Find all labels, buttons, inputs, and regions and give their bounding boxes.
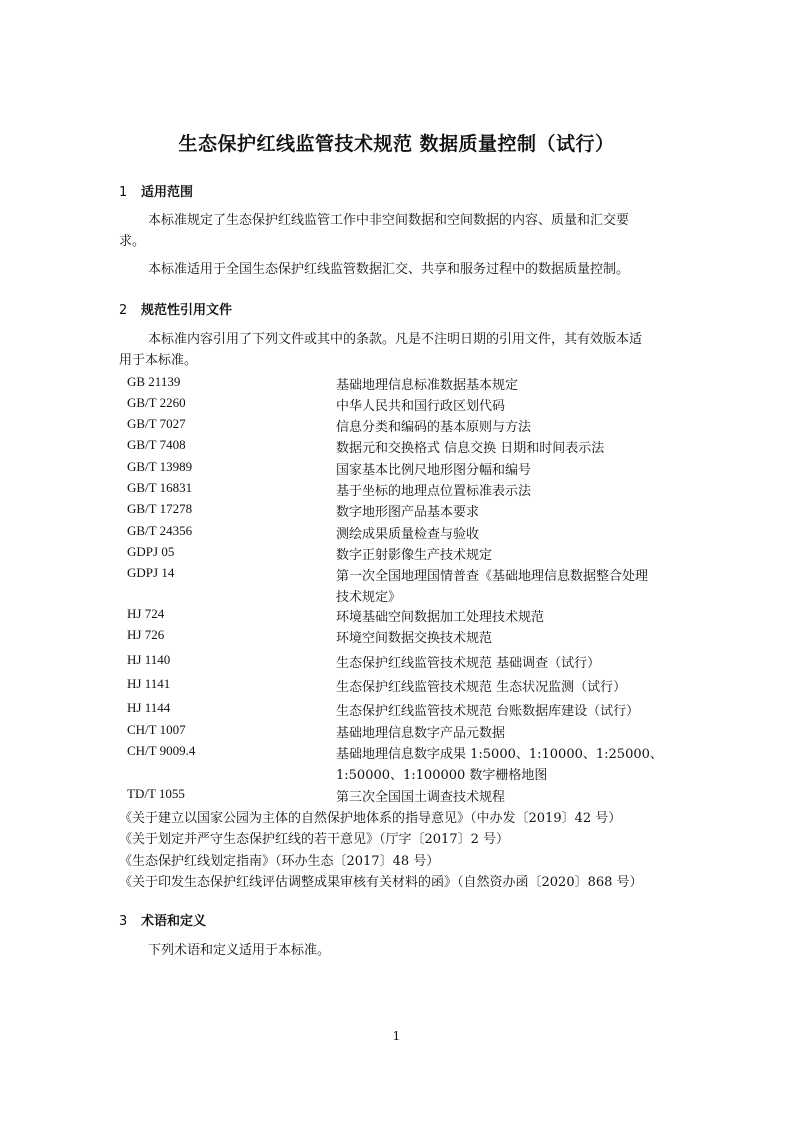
standard-title: 第三次全国国土调查技术规程 <box>336 790 506 805</box>
standard-code: HJ 724 <box>127 606 165 621</box>
standard-code: GDPJ 05 <box>127 544 175 559</box>
standard-code: HJ 726 <box>127 627 165 642</box>
policy-document: 《关于建立以国家公园为主体的自然保护地体系的指导意见》（中办发〔2019〕42 号） <box>119 811 622 826</box>
terms-intro: 下列术语和定义适用于本标准。 <box>148 943 331 958</box>
standard-title: 基础地理信息数字成果 1:5000、1:10000、1:25000、 <box>336 747 663 762</box>
standard-code: GB 21139 <box>127 374 181 389</box>
standard-title: 国家基本比例尺地形图分幅和编号 <box>336 463 532 478</box>
standard-code: TD/T 1055 <box>127 786 185 801</box>
section-1-heading <box>119 181 193 200</box>
standard-title: 测绘成果质量检查与验收 <box>336 527 480 542</box>
standard-title: 数据元和交换格式 信息交换 日期和时间表示法 <box>336 441 605 456</box>
standard-title: 生态保护红线监管技术规范 台账数据库建设（试行） <box>336 704 640 719</box>
standard-code: CH/T 1007 <box>127 722 186 737</box>
standard-title: 数字地形图产品基本要求 <box>336 505 480 520</box>
standard-code: GB/T 16831 <box>127 480 193 495</box>
standard-code: CH/T 9009.4 <box>127 743 196 758</box>
standard-code: GB/T 24356 <box>127 523 193 538</box>
standard-code: GB/T 7408 <box>127 437 186 452</box>
standard-code: GB/T 2260 <box>127 395 186 410</box>
standard-title: 环境基础空间数据加工处理技术规范 <box>336 610 545 625</box>
section-title: 术语和定义 <box>141 914 207 929</box>
standard-title: 第一次全国地理国情普查《基础地理信息数据整合处理 <box>336 569 649 584</box>
standard-code: HJ 1140 <box>127 652 171 667</box>
page-number: 1 <box>392 1029 401 1043</box>
standard-title-cont: 技术规定》 <box>336 590 402 605</box>
standard-title: 信息分类和编码的基本原则与方法 <box>336 420 532 435</box>
standard-title-cont: 1:50000、1:100000 数字栅格地图 <box>336 768 548 783</box>
policy-document: 《关于划定并严守生态保护红线的若干意见》（厅字〔2017〕2 号） <box>119 832 509 847</box>
scope-paragraph-2: 本标准适用于全国生态保护红线监管数据汇交、共享和服务过程中的数据质量控制。 <box>148 262 630 277</box>
standard-title: 生态保护红线监管技术规范 生态状况监测（试行） <box>336 680 627 695</box>
section-number: 2 <box>119 303 128 318</box>
section-title: 适用范围 <box>141 185 194 200</box>
references-intro: 本标准内容引用了下列文件或其中的条款。凡是不注明日期的引用文件，其有效版本适 <box>148 332 643 347</box>
scope-paragraph-1-cont: 求。 <box>119 234 146 249</box>
standard-title: 中华人民共和国行政区划代码 <box>336 399 506 414</box>
standard-code: GDPJ 14 <box>127 565 175 580</box>
section-3-heading <box>119 910 206 929</box>
standard-title: 基于坐标的地理点位置标准表示法 <box>336 484 532 499</box>
standard-title: 生态保护红线监管技术规范 基础调查（试行） <box>336 656 601 671</box>
standard-code: GB/T 13989 <box>127 459 193 474</box>
section-2-heading <box>119 299 232 318</box>
section-number: 1 <box>119 185 128 200</box>
document-title: 生态保护红线监管技术规范 数据质量控制（试行） <box>178 133 615 155</box>
section-number: 3 <box>119 914 128 929</box>
standard-title: 基础地理信息数字产品元数据 <box>336 726 506 741</box>
references-intro-cont: 用于本标准。 <box>119 353 198 368</box>
policy-document: 《关于印发生态保护红线评估调整成果审核有关材料的函》（自然资办函〔2020〕868 号） <box>119 875 643 890</box>
policy-document: 《生态保护红线划定指南》（环办生态〔2017〕48 号） <box>119 854 440 869</box>
standard-code: GB/T 17278 <box>127 501 193 516</box>
section-title: 规范性引用文件 <box>141 303 233 318</box>
standard-code: HJ 1144 <box>127 700 171 715</box>
standard-code: HJ 1141 <box>127 676 171 691</box>
standard-title: 基础地理信息标准数据基本规定 <box>336 378 519 393</box>
standard-code: GB/T 7027 <box>127 416 186 431</box>
scope-paragraph-1: 本标准规定了生态保护红线监管工作中非空间数据和空间数据的内容、质量和汇交要 <box>148 213 630 228</box>
standard-title: 数字正射影像生产技术规定 <box>336 548 493 563</box>
standard-title: 环境空间数据交换技术规范 <box>336 631 493 646</box>
